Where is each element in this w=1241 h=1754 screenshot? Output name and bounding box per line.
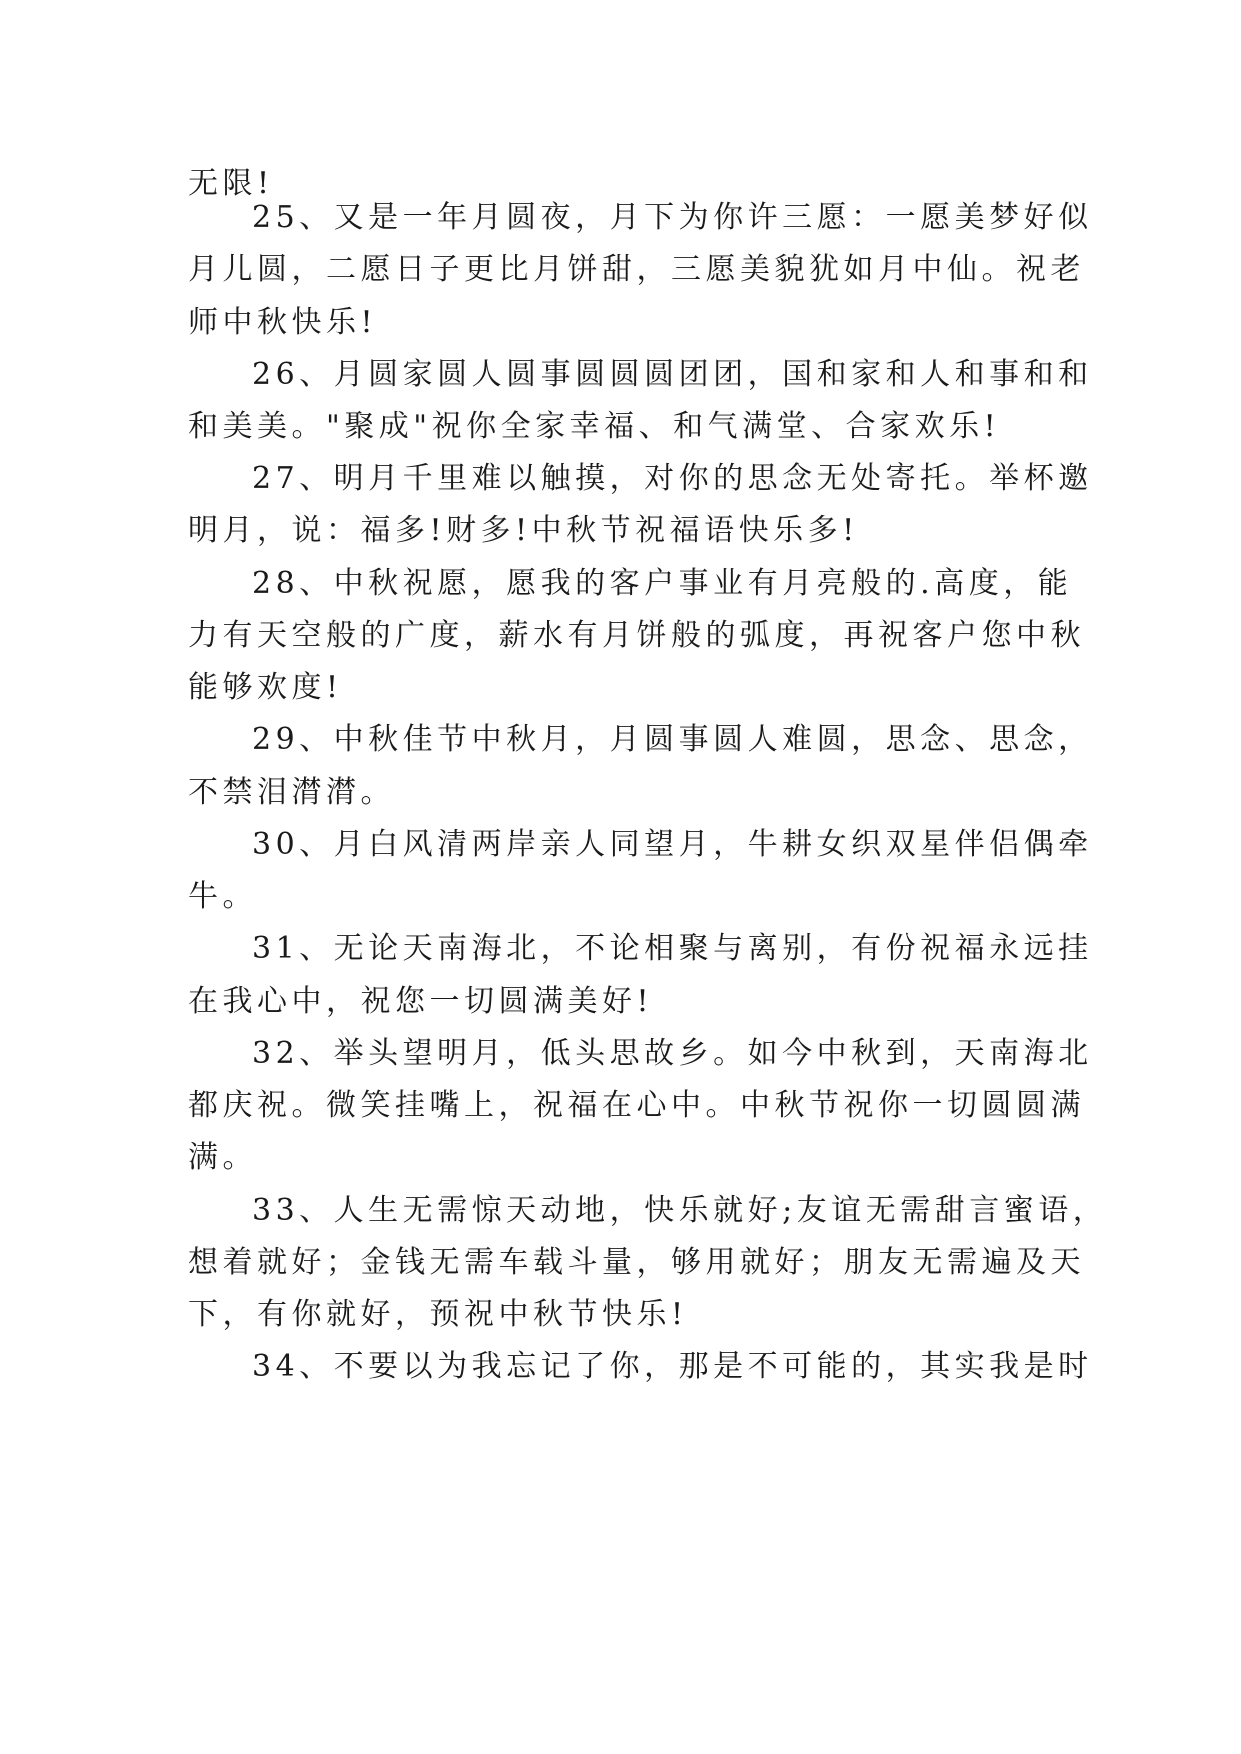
text-line: 满。 [188,1140,257,1175]
text-line: 想着就好；金钱无需车载斗量，够用就好；朋友无需遍及天 [188,1245,1085,1280]
text-line: 28、中秋祝愿，愿我的客户事业有月亮般的.高度，能 [252,566,1073,601]
text-line: 师中秋快乐! [188,305,378,340]
text-line: 27、明月千里难以触摸，对你的思念无处寄托。举杯邀 [252,461,1093,496]
text-line: 33、人生无需惊天动地，快乐就好;友谊无需甜言蜜语， [252,1193,1108,1228]
text-line: 明月，说：福多!财多!中秋节祝福语快乐多! [188,513,859,548]
text-line: 都庆祝。微笑挂嘴上，祝福在心中。中秋节祝你一切圆圆满 [188,1088,1085,1123]
text-line: 34、不要以为我忘记了你，那是不可能的，其实我是时 [252,1349,1093,1384]
text-line: 不禁泪潸潸。 [188,775,395,810]
text-line: 月儿圆，二愿日子更比月饼甜，三愿美貌犹如月中仙。祝老 [188,252,1085,287]
text-line: 能够欢度! [188,670,343,705]
text-line: 无限! [188,166,274,201]
text-line: 29、中秋佳节中秋月，月圆事圆人难圆，思念、思念， [252,722,1093,757]
text-line: 下，有你就好，预祝中秋节快乐! [188,1297,688,1332]
text-line: 和美美。"聚成"祝你全家幸福、和气满堂、合家欢乐! [188,409,1001,444]
text-line: 30、月白风清两岸亲人同望月，牛耕女织双星伴侣偶牵 [252,827,1093,862]
text-line: 牛。 [188,879,257,914]
text-line: 26、月圆家圆人圆事圆圆圆团团，国和家和人和事和和 [252,357,1093,392]
text-line: 力有天空般的广度，薪水有月饼般的弧度，再祝客户您中秋 [188,618,1085,653]
text-line: 31、无论天南海北，不论相聚与离别，有份祝福永远挂 [252,931,1093,966]
text-line: 25、又是一年月圆夜，月下为你许三愿：一愿美梦好似 [252,200,1093,235]
text-line: 在我心中，祝您一切圆满美好! [188,984,654,1019]
text-line: 32、举头望明月，低头思故乡。如今中秋到，天南海北 [252,1036,1093,1071]
